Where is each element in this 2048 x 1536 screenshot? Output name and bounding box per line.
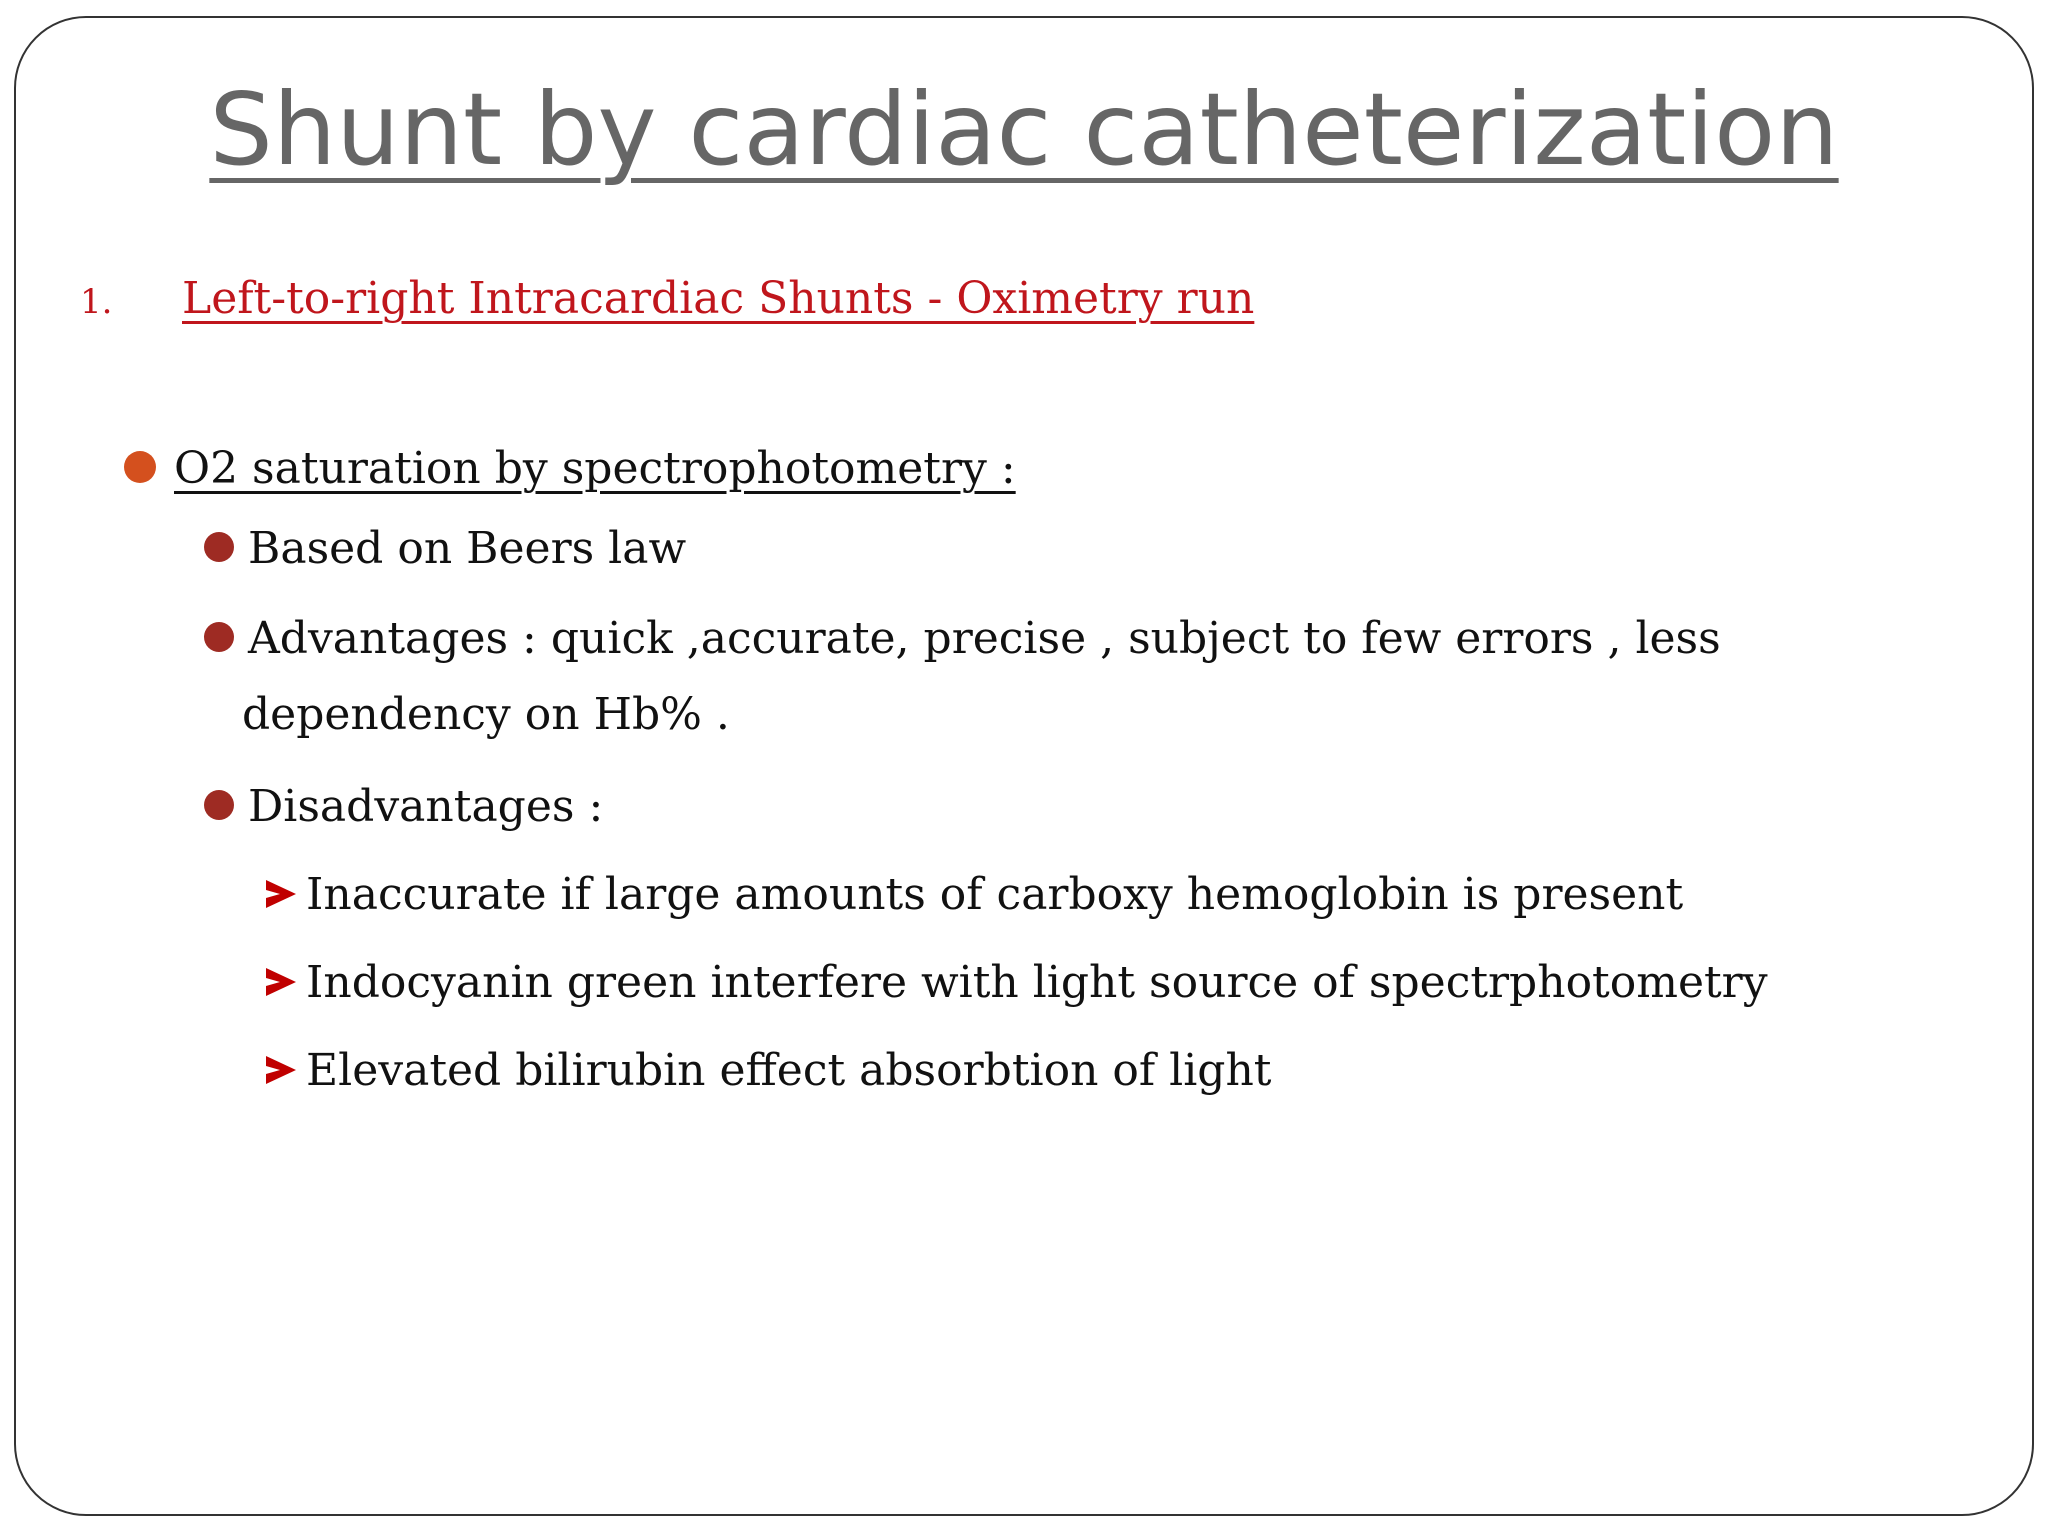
bullet-level3-item	[266, 1040, 1272, 1102]
numbered-heading	[80, 268, 1254, 333]
bullet-dot-icon	[124, 451, 156, 483]
slide-frame	[14, 16, 2034, 1516]
bullet-level1	[124, 438, 1016, 500]
item-number: 1.	[80, 282, 113, 322]
arrow-bullet-icon	[266, 968, 296, 996]
arrow-bullet-icon	[266, 880, 296, 908]
bullet-level2-item	[204, 776, 603, 838]
bullet-level2-text: Advantages : quick ,accurate, precise , subject to few errors , less	[248, 613, 1721, 664]
bullet-level2-text: dependency on Hb% .	[242, 689, 730, 740]
bullet-level1-text: O2 saturation by spectrophotometry :	[174, 443, 1016, 494]
bullet-level2-item	[204, 608, 1721, 670]
arrow-bullet-icon	[266, 1056, 296, 1084]
bullet-level3-text: Elevated bilirubin effect absorbtion of light	[306, 1045, 1272, 1096]
bullet-dot-icon	[204, 532, 234, 562]
bullet-level3-item	[266, 952, 1768, 1014]
bullet-level2-text: Disadvantages :	[248, 781, 604, 832]
bullet-level2-continuation	[242, 684, 730, 746]
bullet-dot-icon	[204, 790, 234, 820]
bullet-dot-icon	[204, 622, 234, 652]
bullet-level2-text: Based on Beers law	[248, 523, 687, 574]
bullet-level3-text: Indocyanin green interfere with light source of spectrphotometry	[306, 957, 1768, 1008]
section-heading: Left-to-right Intracardiac Shunts - Oximetry run	[182, 273, 1255, 324]
bullet-level2-item	[204, 518, 686, 580]
bullet-level3-item	[266, 864, 1683, 926]
bullet-level3-text: Inaccurate if large amounts of carboxy hemoglobin is present	[306, 869, 1684, 920]
slide-title: Shunt by cardiac catheterization	[209, 71, 1839, 188]
